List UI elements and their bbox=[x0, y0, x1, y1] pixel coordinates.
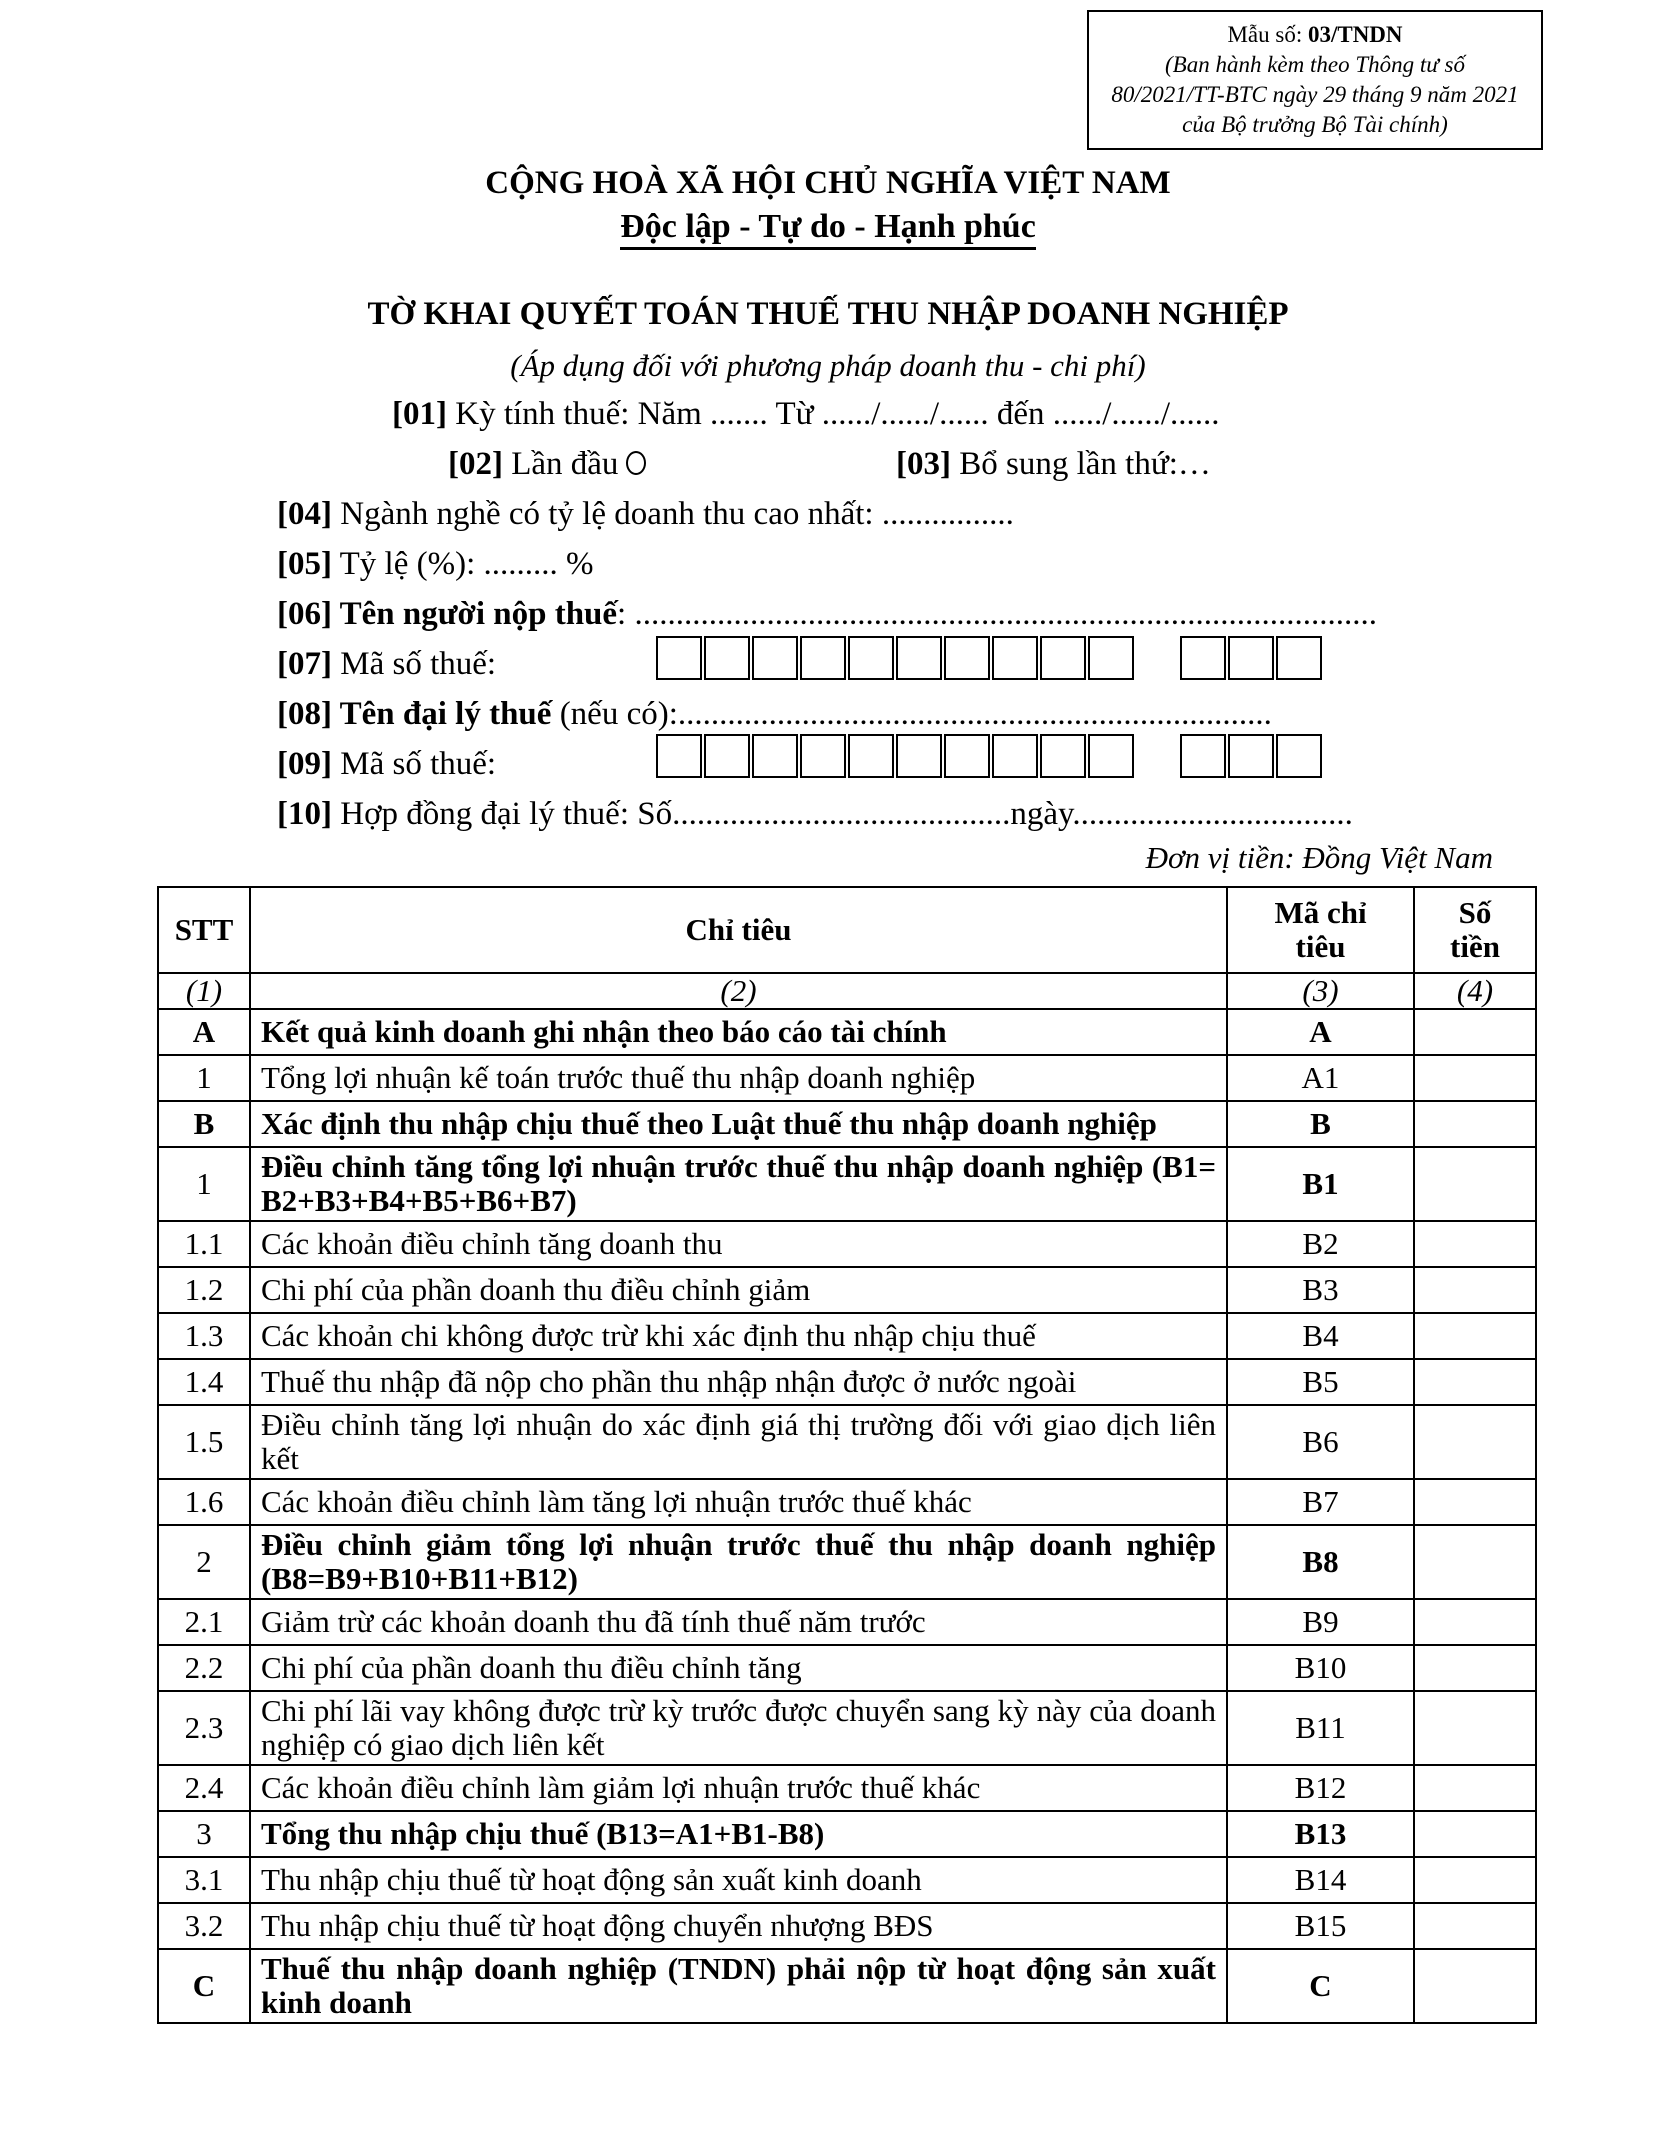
tax-code-cell[interactable] bbox=[800, 734, 846, 778]
row-amount[interactable] bbox=[1414, 1359, 1536, 1405]
table-row bbox=[158, 1221, 1536, 1267]
row-amount[interactable] bbox=[1414, 1267, 1536, 1313]
row-text: Chi phí của phần doanh thu điều chỉnh giảm bbox=[250, 1267, 1227, 1313]
row-code: B1 bbox=[1227, 1147, 1414, 1221]
tax-code-cell[interactable] bbox=[752, 636, 798, 680]
tax-code-cell[interactable] bbox=[848, 734, 894, 778]
field-10-agent-contract[interactable] bbox=[277, 793, 1353, 835]
table-row bbox=[158, 1101, 1536, 1147]
row-amount[interactable] bbox=[1414, 1479, 1536, 1525]
col-num-1: (1) bbox=[158, 973, 250, 1009]
table-row bbox=[158, 1645, 1536, 1691]
field-03-code: [03] bbox=[896, 446, 951, 482]
row-stt: C bbox=[158, 1949, 250, 2023]
row-stt: 3.2 bbox=[158, 1903, 250, 1949]
form-number: 03/TNDN bbox=[1307, 22, 1403, 47]
row-code: C bbox=[1227, 1949, 1414, 2023]
field-03-text: Bổ sung lần thứ:… bbox=[950, 446, 1211, 482]
header-ma-line1: Mã chỉ bbox=[1274, 895, 1367, 930]
row-stt: 2.1 bbox=[158, 1599, 250, 1645]
row-amount[interactable] bbox=[1414, 1691, 1536, 1765]
field-06-code: [06] bbox=[277, 596, 332, 632]
row-text: Các khoản chi không được trừ khi xác định thu nhập chịu thuế bbox=[250, 1313, 1227, 1359]
tax-code-boxes-09[interactable] bbox=[656, 734, 1324, 778]
table-row bbox=[158, 1267, 1536, 1313]
header-stt: STT bbox=[158, 887, 250, 973]
field-02-code: [02] bbox=[448, 446, 503, 482]
row-text: Chi phí lãi vay không được trừ kỳ trước được chuyển sang kỳ này của doanh nghiệp có giao dịch liên kết bbox=[250, 1691, 1227, 1765]
field-04-code: [04] bbox=[277, 496, 332, 532]
tax-code-cell[interactable] bbox=[656, 636, 702, 680]
first-time-radio[interactable] bbox=[626, 451, 646, 475]
field-09-text: Mã số thuế: bbox=[331, 746, 497, 782]
row-stt: 3.1 bbox=[158, 1857, 250, 1903]
field-07-code: [07] bbox=[277, 646, 332, 682]
header-so-line2: tiền bbox=[1450, 929, 1500, 964]
row-amount[interactable] bbox=[1414, 1857, 1536, 1903]
table-header-row bbox=[158, 887, 1536, 973]
row-code: B5 bbox=[1227, 1359, 1414, 1405]
tax-code-cell[interactable] bbox=[752, 734, 798, 778]
col-num-2: (2) bbox=[250, 973, 1227, 1009]
row-code: B4 bbox=[1227, 1313, 1414, 1359]
row-amount[interactable] bbox=[1414, 1811, 1536, 1857]
row-code: B14 bbox=[1227, 1857, 1414, 1903]
table-row bbox=[158, 1903, 1536, 1949]
row-stt: 1 bbox=[158, 1147, 250, 1221]
field-01-text: Kỳ tính thuế: Năm ....... Từ ....../....../...... đến ....../....../...... bbox=[446, 396, 1220, 432]
field-07-text: Mã số thuế: bbox=[331, 646, 497, 682]
field-06-taxpayer-name[interactable] bbox=[277, 593, 1377, 635]
field-09-code: [09] bbox=[277, 746, 332, 782]
header-ma-line2: tiêu bbox=[1295, 929, 1346, 964]
row-code: B10 bbox=[1227, 1645, 1414, 1691]
form-number-label: Mẫu số: bbox=[1227, 22, 1308, 47]
row-code: B15 bbox=[1227, 1903, 1414, 1949]
tax-code-cell[interactable] bbox=[1040, 636, 1086, 680]
row-code: B2 bbox=[1227, 1221, 1414, 1267]
field-08-label: Tên đại lý thuế bbox=[331, 696, 552, 732]
field-01-tax-period[interactable] bbox=[392, 393, 1220, 435]
page-subtitle: (Áp dụng đối với phương pháp doanh thu - chi phí) bbox=[510, 348, 1146, 383]
row-text: Điều chỉnh tăng lợi nhuận do xác định giá thị trường đối với giao dịch liên kết bbox=[250, 1405, 1227, 1479]
row-amount[interactable] bbox=[1414, 1055, 1536, 1101]
row-text: Điều chỉnh giảm tổng lợi nhuận trước thuế thu nhập doanh nghiệp (B8=B9+B10+B11+B12) bbox=[250, 1525, 1227, 1599]
row-stt: 2.3 bbox=[158, 1691, 250, 1765]
row-amount[interactable] bbox=[1414, 1405, 1536, 1479]
row-stt: B bbox=[158, 1101, 250, 1147]
row-code: B3 bbox=[1227, 1267, 1414, 1313]
row-text: Xác định thu nhập chịu thuế theo Luật thuế thu nhập doanh nghiệp bbox=[250, 1101, 1227, 1147]
tax-code-cell[interactable] bbox=[1088, 636, 1134, 680]
table-row bbox=[158, 1313, 1536, 1359]
row-amount[interactable] bbox=[1414, 1525, 1536, 1599]
form-note-line2: 80/2021/TT-BTC ngày 29 tháng 9 năm 2021 bbox=[1111, 82, 1519, 107]
tax-code-cell[interactable] bbox=[704, 636, 750, 680]
row-stt: 2 bbox=[158, 1525, 250, 1599]
row-text: Các khoản điều chỉnh làm giảm lợi nhuận trước thuế khác bbox=[250, 1765, 1227, 1811]
tax-code-cell[interactable] bbox=[1276, 734, 1322, 778]
table-row bbox=[158, 1405, 1536, 1479]
row-stt: 1.2 bbox=[158, 1267, 250, 1313]
table-row bbox=[158, 1055, 1536, 1101]
row-amount[interactable] bbox=[1414, 1147, 1536, 1221]
row-code: B12 bbox=[1227, 1765, 1414, 1811]
tax-table bbox=[157, 886, 1537, 2024]
field-02-text: Lần đầu bbox=[502, 446, 619, 482]
field-07-tax-code bbox=[277, 643, 496, 685]
table-row bbox=[158, 1765, 1536, 1811]
header-so-tien bbox=[1414, 887, 1536, 973]
row-text: Các khoản điều chỉnh tăng doanh thu bbox=[250, 1221, 1227, 1267]
row-text: Tổng thu nhập chịu thuế (B13=A1+B1-B8) bbox=[250, 1811, 1227, 1857]
tax-code-cell[interactable] bbox=[1040, 734, 1086, 778]
row-code: B7 bbox=[1227, 1479, 1414, 1525]
field-05-code: [05] bbox=[277, 546, 332, 582]
col-num-4: (4) bbox=[1414, 973, 1536, 1009]
row-code: B11 bbox=[1227, 1691, 1414, 1765]
table-row bbox=[158, 1359, 1536, 1405]
page-title: TỜ KHAI QUYẾT TOÁN THUẾ THU NHẬP DOANH NGHIỆP bbox=[367, 296, 1289, 332]
field-04-text: Ngành nghề có tỷ lệ doanh thu cao nhất: ................ bbox=[331, 496, 1014, 532]
tax-code-cell[interactable] bbox=[944, 636, 990, 680]
field-01-code: [01] bbox=[392, 396, 447, 432]
row-code: A1 bbox=[1227, 1055, 1414, 1101]
table-row bbox=[158, 1147, 1536, 1221]
header-so-line1: Số bbox=[1458, 895, 1492, 930]
field-03-supplement[interactable] bbox=[896, 443, 1211, 485]
tax-code-cell[interactable] bbox=[1228, 734, 1274, 778]
table-row bbox=[158, 1009, 1536, 1055]
tax-code-cell[interactable] bbox=[656, 734, 702, 778]
row-amount[interactable] bbox=[1414, 1101, 1536, 1147]
row-code: A bbox=[1227, 1009, 1414, 1055]
tax-code-cell[interactable] bbox=[896, 636, 942, 680]
nation-heading: CỘNG HOÀ XÃ HỘI CHỦ NGHĨA VIỆT NAM bbox=[485, 165, 1171, 201]
header-chi-tieu: Chỉ tiêu bbox=[250, 887, 1227, 973]
row-stt: 3 bbox=[158, 1811, 250, 1857]
row-code: B9 bbox=[1227, 1599, 1414, 1645]
row-stt: 2.4 bbox=[158, 1765, 250, 1811]
field-10-code: [10] bbox=[277, 796, 332, 832]
row-stt: 1 bbox=[158, 1055, 250, 1101]
row-stt: 1.5 bbox=[158, 1405, 250, 1479]
table-row bbox=[158, 1691, 1536, 1765]
table-row bbox=[158, 1599, 1536, 1645]
row-text: Tổng lợi nhuận kế toán trước thuế thu nhập doanh nghiệp bbox=[250, 1055, 1227, 1101]
motto-text: Độc lập - Tự do - Hạnh phúc bbox=[620, 208, 1036, 250]
row-code: B8 bbox=[1227, 1525, 1414, 1599]
field-04-industry[interactable] bbox=[277, 493, 1014, 535]
tax-code-cell[interactable] bbox=[1180, 636, 1226, 680]
table-row bbox=[158, 1949, 1536, 2023]
row-amount[interactable] bbox=[1414, 1313, 1536, 1359]
row-text: Thu nhập chịu thuế từ hoạt động sản xuất kinh doanh bbox=[250, 1857, 1227, 1903]
row-amount[interactable] bbox=[1414, 1645, 1536, 1691]
tax-code-cell[interactable] bbox=[896, 734, 942, 778]
field-08-code: [08] bbox=[277, 696, 332, 732]
field-10-text: Hợp đồng đại lý thuế: Số.........................................ngày.................................. bbox=[331, 796, 1353, 832]
form-note-line3: của Bộ trưởng Bộ Tài chính) bbox=[1182, 112, 1448, 137]
row-stt: 1.3 bbox=[158, 1313, 250, 1359]
table-row bbox=[158, 1525, 1536, 1599]
motto bbox=[0, 206, 1656, 248]
tax-code-cell[interactable] bbox=[944, 734, 990, 778]
field-06-text: : .......................................................................................... bbox=[617, 596, 1377, 632]
row-code: B bbox=[1227, 1101, 1414, 1147]
row-code: B6 bbox=[1227, 1405, 1414, 1479]
tax-code-cell[interactable] bbox=[848, 636, 894, 680]
row-amount[interactable] bbox=[1414, 1009, 1536, 1055]
row-stt: 2.2 bbox=[158, 1645, 250, 1691]
tax-code-boxes-07[interactable] bbox=[656, 636, 1324, 680]
column-number-row bbox=[158, 973, 1536, 1009]
row-text: Điều chỉnh tăng tổng lợi nhuận trước thuế thu nhập doanh nghiệp (B1= B2+B3+B4+B5+B6+B7) bbox=[250, 1147, 1227, 1221]
row-text: Kết quả kinh doanh ghi nhận theo báo cáo tài chính bbox=[250, 1009, 1227, 1055]
field-06-label: Tên người nộp thuế bbox=[331, 596, 618, 632]
header-ma-chi-tieu bbox=[1227, 887, 1414, 973]
tax-code-cell[interactable] bbox=[1180, 734, 1226, 778]
row-stt: 1.4 bbox=[158, 1359, 250, 1405]
field-09-agent-tax-code bbox=[277, 743, 496, 785]
row-text: Thuế thu nhập đã nộp cho phần thu nhập nhận được ở nước ngoài bbox=[250, 1359, 1227, 1405]
table-row bbox=[158, 1857, 1536, 1903]
field-05-ratio[interactable] bbox=[277, 543, 594, 585]
field-08-text: (nếu có):........................................................................ bbox=[551, 696, 1272, 732]
row-text: Thu nhập chịu thuế từ hoạt động chuyển nhượng BĐS bbox=[250, 1903, 1227, 1949]
row-amount[interactable] bbox=[1414, 1949, 1536, 2023]
field-08-agent-name[interactable] bbox=[277, 693, 1272, 735]
row-code: B13 bbox=[1227, 1811, 1414, 1857]
row-text: Các khoản điều chỉnh làm tăng lợi nhuận trước thuế khác bbox=[250, 1479, 1227, 1525]
table-row bbox=[158, 1811, 1536, 1857]
col-num-3: (3) bbox=[1227, 973, 1414, 1009]
row-stt: 1.6 bbox=[158, 1479, 250, 1525]
row-amount[interactable] bbox=[1414, 1765, 1536, 1811]
table-row bbox=[158, 1479, 1536, 1525]
row-text: Thuế thu nhập doanh nghiệp (TNDN) phải nộp từ hoạt động sản xuất kinh doanh bbox=[250, 1949, 1227, 2023]
currency-unit: Đơn vị tiền: Đồng Việt Nam bbox=[1145, 840, 1493, 875]
row-text: Giảm trừ các khoản doanh thu đã tính thuế năm trước bbox=[250, 1599, 1227, 1645]
row-amount[interactable] bbox=[1414, 1599, 1536, 1645]
tax-code-cell[interactable] bbox=[992, 636, 1038, 680]
tax-code-cell[interactable] bbox=[800, 636, 846, 680]
tax-code-cell[interactable] bbox=[704, 734, 750, 778]
field-02-first-time[interactable] bbox=[448, 443, 646, 485]
form-number-box bbox=[1087, 10, 1543, 150]
row-text: Chi phí của phần doanh thu điều chỉnh tăng bbox=[250, 1645, 1227, 1691]
form-note-line1: (Ban hành kèm theo Thông tư số bbox=[1164, 52, 1465, 77]
tax-code-cell[interactable] bbox=[1276, 636, 1322, 680]
row-amount[interactable] bbox=[1414, 1903, 1536, 1949]
row-stt: 1.1 bbox=[158, 1221, 250, 1267]
row-amount[interactable] bbox=[1414, 1221, 1536, 1267]
row-stt: A bbox=[158, 1009, 250, 1055]
field-05-text: Tỷ lệ (%): ......... % bbox=[331, 546, 594, 582]
tax-code-cell[interactable] bbox=[1088, 734, 1134, 778]
tax-code-cell[interactable] bbox=[1228, 636, 1274, 680]
tax-code-cell[interactable] bbox=[992, 734, 1038, 778]
